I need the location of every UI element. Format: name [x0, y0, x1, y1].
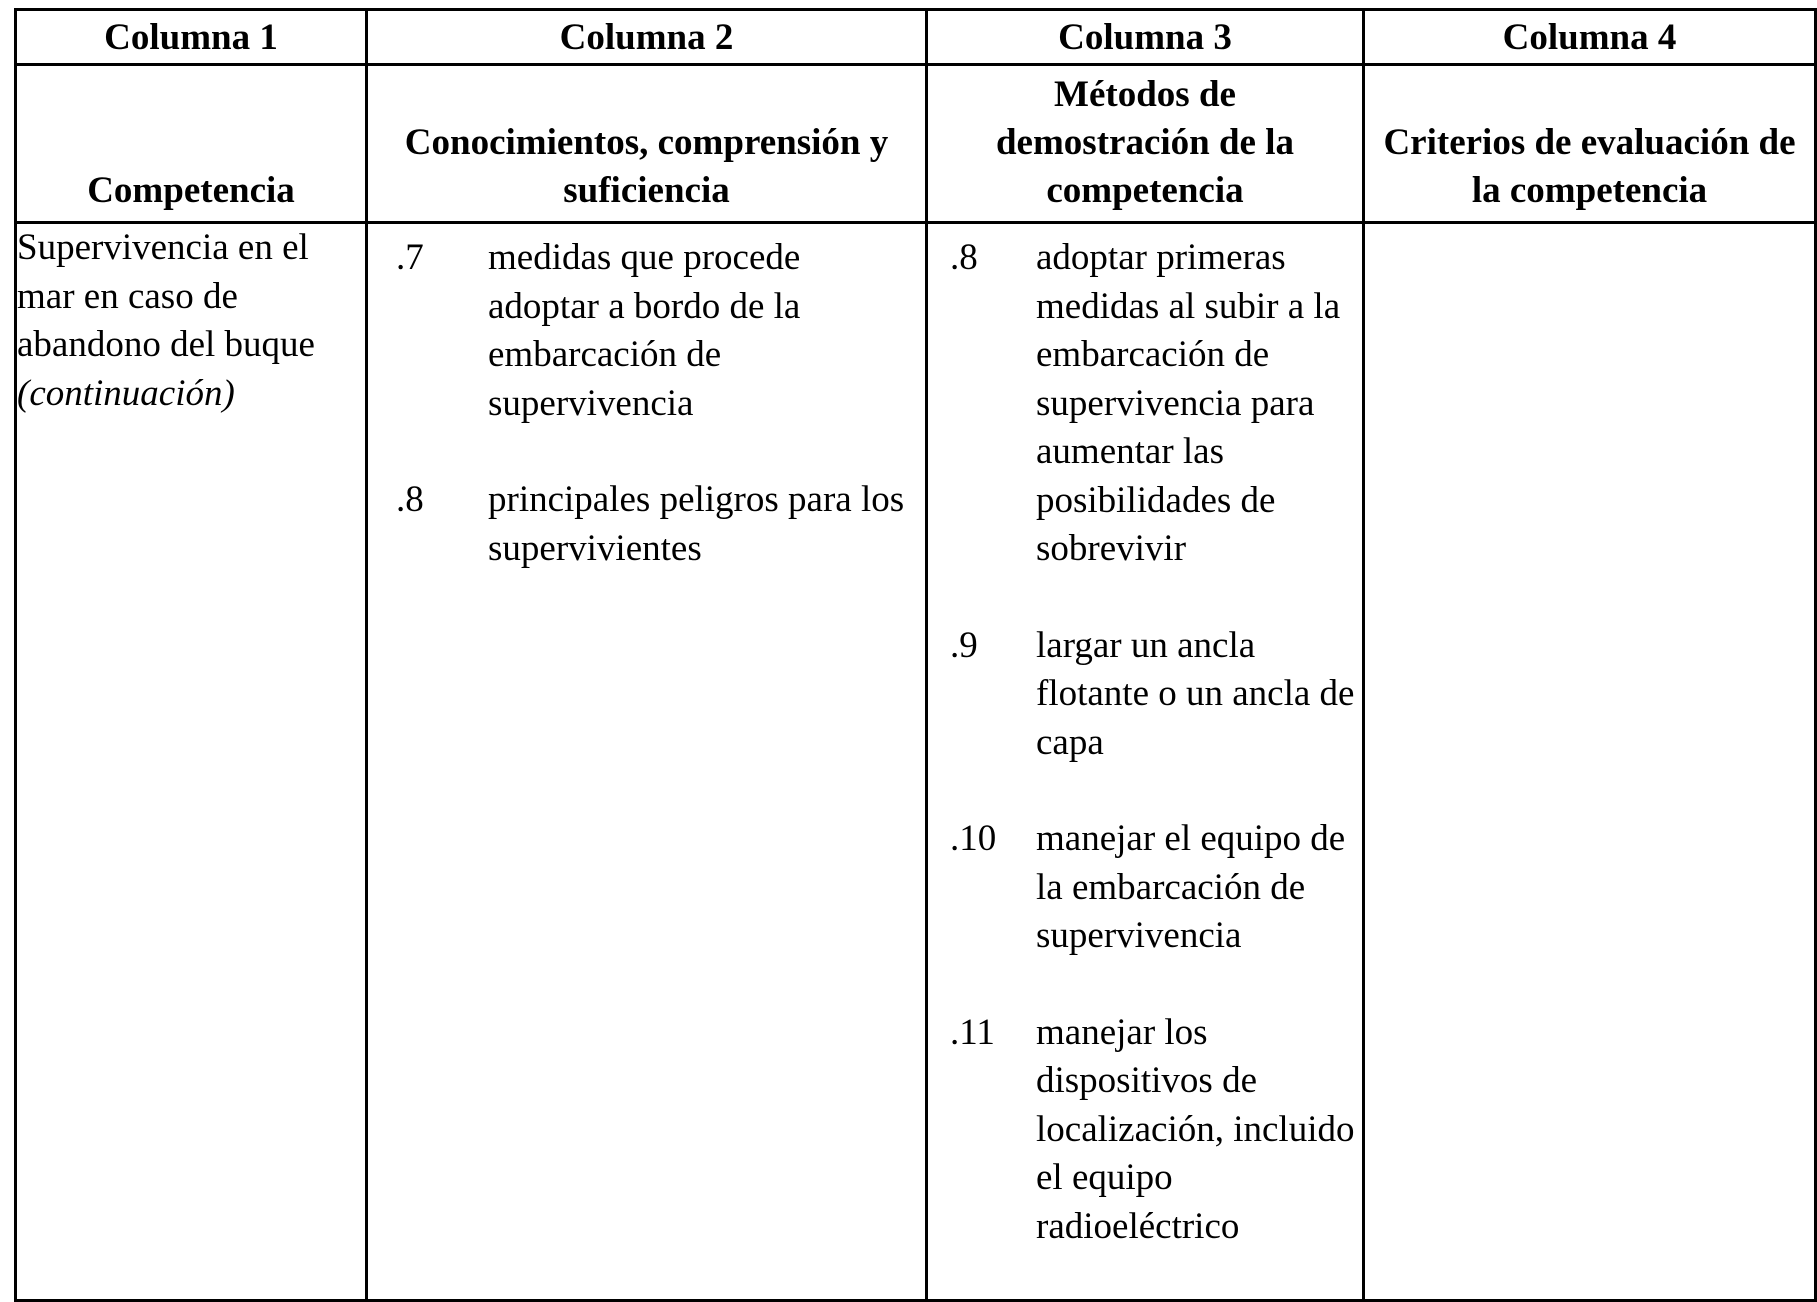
column-number-3: Columna 3 — [927, 10, 1364, 65]
content-row — [16, 223, 1816, 1301]
item-number: .10 — [950, 818, 997, 859]
evaluation-criteria-cell — [1364, 223, 1816, 1301]
list-item — [950, 815, 1358, 961]
heading-demonstration-methods — [927, 65, 1364, 223]
demonstration-methods-cell — [927, 223, 1364, 1301]
column-number-1: Columna 1 — [16, 10, 367, 65]
knowledge-cell — [367, 223, 927, 1301]
list-item — [950, 234, 1358, 574]
heading-demonstration-text: Métodos de demostración de la competencia — [995, 74, 1295, 211]
heading-competence: Competencia — [16, 65, 367, 223]
item-number: .11 — [950, 1011, 995, 1053]
demonstration-list — [928, 224, 1362, 1251]
heading-knowledge — [367, 65, 927, 223]
item-number: .7 — [396, 237, 424, 278]
column-heading-row — [16, 65, 1816, 223]
list-item — [950, 622, 1358, 768]
item-number: .8 — [396, 479, 424, 520]
heading-knowledge-text: Conocimientos, comprensión y suficiencia — [404, 122, 889, 211]
competence-table — [14, 8, 1817, 1302]
heading-evaluation-criteria — [1364, 65, 1816, 223]
item-text: principales peligros para los supervivientes — [488, 479, 905, 569]
item-text: largar un ancla flotante o un ancla de capa — [1036, 624, 1355, 763]
list-item — [396, 476, 915, 573]
item-text: medidas que procede adoptar a bordo de la embarcación de supervivencia — [488, 237, 801, 424]
item-number: .8 — [950, 237, 978, 278]
heading-evaluation-text: Criterios de evaluación de la competencia — [1383, 122, 1796, 211]
continuation-note: (continuación) — [17, 372, 235, 414]
knowledge-list — [368, 224, 925, 573]
item-number: .9 — [950, 624, 978, 666]
column-number-row — [16, 10, 1816, 65]
list-item — [950, 1009, 1358, 1252]
competence-text: Supervivencia en el mar en caso de abandono del buque — [17, 227, 315, 365]
item-text: manejar el equipo de la embarcación de supervivencia — [1036, 818, 1346, 956]
item-text: adoptar primeras medidas al subir a la embarcación de supervivencia para aumentar las posibilidades de sobrevivir — [1036, 237, 1341, 569]
column-number-4: Columna 4 — [1364, 10, 1816, 65]
list-item — [396, 234, 915, 428]
competence-cell — [16, 223, 367, 1301]
column-number-2: Columna 2 — [367, 10, 927, 65]
item-text: manejar los dispositivos de localización, incluido el equipo radioeléctrico — [1036, 1011, 1355, 1247]
